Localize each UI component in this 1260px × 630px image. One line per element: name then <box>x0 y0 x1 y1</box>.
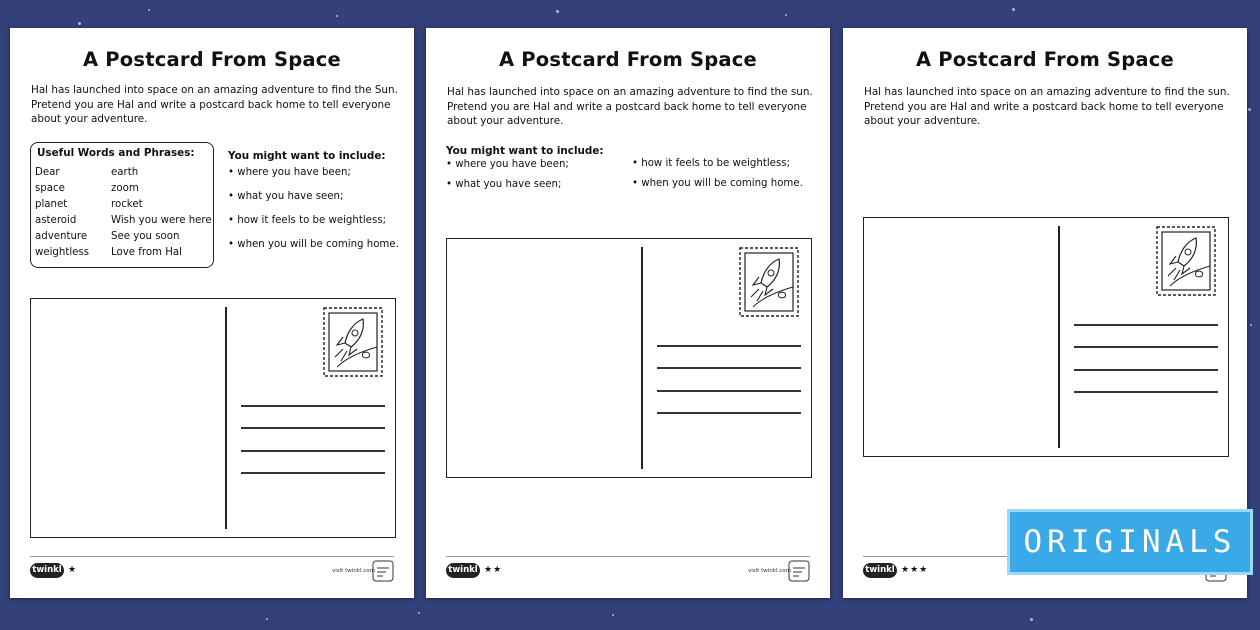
intro-text: Hal has launched into space on an amazing adventure to find the sun. Pretend you are Hal and write a postcard back home to tell everyone about your adventure. <box>864 86 1230 127</box>
postcard-divider <box>1058 226 1060 448</box>
rocket-stamp-icon <box>323 307 383 377</box>
twinkl-logo-icon: twinkl <box>30 563 64 578</box>
address-line <box>241 472 385 474</box>
useful-words-title: Useful Words and Phrases: <box>37 147 195 159</box>
page-title: A Postcard From Space <box>83 48 341 71</box>
footer-divider <box>30 556 394 557</box>
address-line <box>241 427 385 429</box>
address-line <box>657 367 801 369</box>
twinkl-logo-icon: twinkl <box>446 563 480 578</box>
address-line <box>241 405 385 407</box>
address-line <box>1074 391 1218 393</box>
address-line <box>241 450 385 452</box>
address-line <box>1074 324 1218 326</box>
include-bullet: • how it feels to be weightless; <box>228 215 387 226</box>
word: Wish you were here <box>111 215 212 226</box>
twinkl-logo-icon: twinkl <box>863 563 897 578</box>
page-title: A Postcard From Space <box>916 48 1174 71</box>
rocket-stamp-icon <box>1156 226 1216 296</box>
visit-link: visit twinkl.com <box>332 568 375 574</box>
worksheet-2 <box>426 28 830 598</box>
intro-text: Hal has launched into space on an amazing adventure to find the Sun. Pretend you are Hal and write a postcard back home to tell everyone about your adventure. <box>31 84 398 125</box>
include-bullet: • where you have been; <box>446 159 569 170</box>
include-bullet: • when you will be coming home. <box>228 239 399 250</box>
originals-badge: ORIGINALS <box>1007 509 1253 575</box>
postcard-frame <box>30 298 396 538</box>
visit-link: visit twinkl.com <box>748 568 791 574</box>
include-bullet: • how it feels to be weightless; <box>632 158 791 169</box>
address-line <box>657 345 801 347</box>
word: zoom <box>111 183 139 194</box>
address-line <box>1074 346 1218 348</box>
useful-words-box <box>30 142 214 268</box>
worksheet-1 <box>10 28 414 598</box>
word: See you soon <box>111 231 180 242</box>
seal-icon <box>372 560 394 582</box>
postcard-frame <box>863 217 1229 457</box>
address-line <box>657 390 801 392</box>
include-bullet: • where you have been; <box>228 167 351 178</box>
page-title: A Postcard From Space <box>499 48 757 71</box>
include-heading: You might want to include: <box>446 145 604 157</box>
difficulty-rating: ★★★ <box>901 565 929 575</box>
difficulty-rating: ★★ <box>484 565 503 575</box>
rocket-stamp-icon <box>739 247 799 317</box>
seal-icon <box>788 560 810 582</box>
word: earth <box>111 167 139 178</box>
difficulty-rating: ★ <box>68 565 78 575</box>
word: rocket <box>111 199 143 210</box>
word: planet <box>35 199 68 210</box>
include-bullet: • what you have seen; <box>228 191 344 202</box>
word: Dear <box>35 167 60 178</box>
word: adventure <box>35 231 88 242</box>
include-bullet: • what you have seen; <box>446 179 562 190</box>
address-line <box>1074 369 1218 371</box>
include-bullet: • when you will be coming home. <box>632 178 803 189</box>
postcard-divider <box>641 247 643 469</box>
footer-divider <box>446 556 810 557</box>
word: Love from Hal <box>111 247 182 258</box>
word: weightless <box>35 247 90 258</box>
include-heading: You might want to include: <box>228 150 386 162</box>
address-line <box>657 412 801 414</box>
postcard-divider <box>225 307 227 529</box>
intro-text: Hal has launched into space on an amazing adventure to find the sun. Pretend you are Hal and write a postcard back home to tell everyone about your adventure. <box>447 86 813 127</box>
word: asteroid <box>35 215 77 226</box>
postcard-frame <box>446 238 812 478</box>
word: space <box>35 183 65 194</box>
